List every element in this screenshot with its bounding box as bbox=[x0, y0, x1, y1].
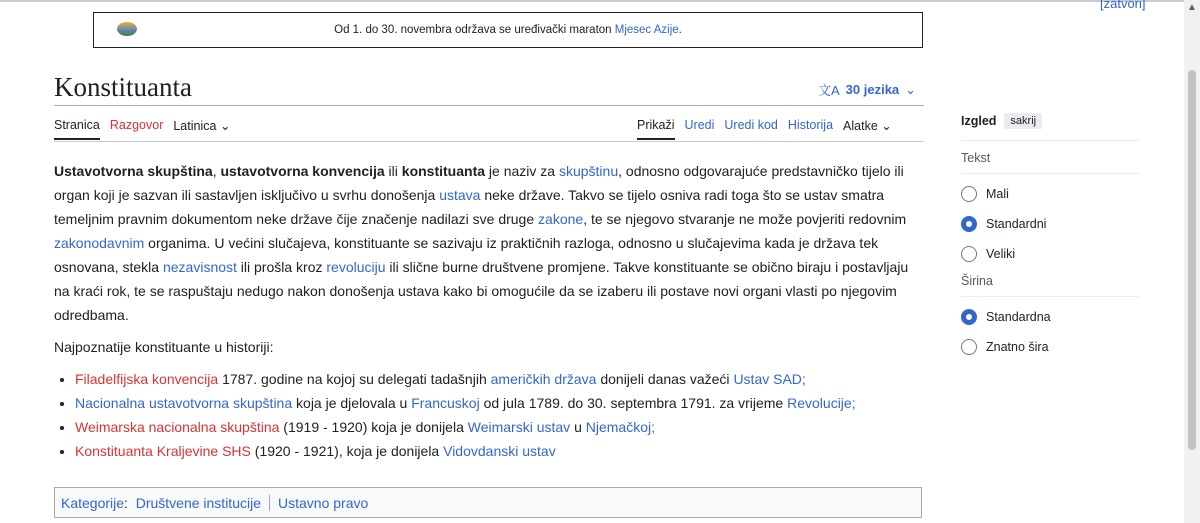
radio-selected-icon[interactable] bbox=[961, 216, 977, 232]
link-njemackoj[interactable]: Njemačkoj bbox=[585, 419, 652, 435]
width-heading: Širina bbox=[961, 274, 1139, 297]
tab-uredi-kod[interactable]: Uredi kod bbox=[724, 118, 778, 132]
tab-historija[interactable]: Historija bbox=[787, 118, 834, 132]
constituents-list bbox=[54, 367, 924, 463]
category-link[interactable]: Ustavno pravo bbox=[278, 494, 369, 511]
tabs-divider bbox=[54, 141, 924, 142]
link-weimarska-skupstina[interactable]: Weimarska nacionalna skupština bbox=[75, 419, 280, 435]
text-size-option-standard[interactable]: Standardni bbox=[961, 214, 1139, 234]
categories-label[interactable]: Kategorije bbox=[61, 494, 125, 511]
radio-icon[interactable] bbox=[961, 246, 977, 262]
width-option-wide[interactable]: Znatno šira bbox=[961, 337, 1139, 357]
lead-paragraph: Ustavotvorna skupština, ustavotvorna konvencija ili konstituanta je naziv za skupštinu, odnosno odgovarajuće predstavničko tijelo ili organ koji je sazvan ili sastavljen isključivo u svrhu donošenja ustava neke države. Takvo se tijelo osniva radi toga što se ustav smatra temeljnim pravnim dokumentom neke države čije značenje nadilazi sve druge zakone, te se njegovo stvaranje ne može povjeriti redovnim zakonodavnim organima. U većini slučajeva, konstituante se sazivaju iz praktičnih razloga, odnosno u slučajevima kada je država tek osnovana, stekla nezavisnost ili prošla kroz revoluciju ili slične burne društvene promjene. Takve konstituante se obično biraju i postavljaju na kraći rok, te se raspuštaju nedugo nakon donošenja ustava kako bi omogućile da se izaberu ili postave novi organi vlasti po njegovim odredbama. bbox=[54, 163, 909, 323]
page-title: Konstituanta bbox=[54, 72, 192, 102]
appearance-panel bbox=[961, 110, 1139, 357]
link-francuskoj[interactable]: Francuskoj bbox=[411, 395, 480, 411]
link-revolucije[interactable]: Revolucije bbox=[787, 395, 852, 411]
scroll-thumb[interactable] bbox=[1188, 70, 1196, 450]
title-divider bbox=[54, 105, 924, 106]
tab-prikazi[interactable]: Prikaži bbox=[637, 118, 675, 140]
link-vidovdanski-ustav[interactable]: Vidovdanski ustav bbox=[443, 443, 556, 459]
vertical-scrollbar[interactable] bbox=[1184, 0, 1200, 523]
category-separator bbox=[269, 495, 270, 511]
variant-dropdown[interactable]: Latinica ⌄ bbox=[173, 119, 231, 133]
namespace-tabs bbox=[54, 118, 230, 140]
list-item: • Konstituanta Kraljevine SHS (1920 - 1921), koja je donijela Vidovdanski ustav bbox=[75, 439, 924, 463]
link-nezavisnost[interactable]: nezavisnost bbox=[162, 259, 237, 275]
scroll-up-arrow-icon[interactable]: ▲ bbox=[1187, 2, 1197, 13]
list-intro: Najpoznatije konstituante u historiji: bbox=[54, 339, 274, 355]
radio-selected-icon[interactable] bbox=[961, 309, 977, 325]
link-ustav-sad[interactable]: Ustav SAD bbox=[733, 371, 802, 387]
list-item: • Filadelfijska konvencija 1787. godine na kojoj su delegati tadašnjih američkih država donijeli danas važeći Ustav SAD; bbox=[75, 367, 924, 391]
radio-icon[interactable] bbox=[961, 339, 977, 355]
text-size-option-large[interactable]: Veliki bbox=[961, 244, 1139, 264]
tab-stranica[interactable]: Stranica bbox=[54, 118, 100, 140]
article-body bbox=[54, 159, 924, 463]
appearance-title: Izgled bbox=[961, 114, 997, 128]
language-button[interactable]: 文A 30 jezika ⌄ bbox=[818, 81, 917, 98]
chevron-down-icon: ⌄ bbox=[881, 119, 892, 133]
text-size-heading: Tekst bbox=[961, 151, 1139, 174]
banner-text: Od 1. do 30. novembra održava se uređivački maraton Mjesec Azije. bbox=[334, 24, 682, 36]
tab-uredi[interactable]: Uredi bbox=[684, 118, 715, 132]
view-tabs bbox=[637, 118, 892, 140]
text-size-option-small[interactable]: Mali bbox=[961, 184, 1139, 204]
categories-box: Kategorije : Društvene institucije Ustavno pravo bbox=[54, 487, 922, 518]
banner-close-link[interactable]: [zatvori] bbox=[1100, 0, 1146, 11]
link-zakone[interactable]: zakone bbox=[538, 211, 584, 227]
tab-razgovor[interactable]: Razgovor bbox=[109, 118, 164, 132]
width-option-standard[interactable]: Standardna bbox=[961, 307, 1139, 327]
link-filadelfijska-konvencija[interactable]: Filadelfijska konvencija bbox=[75, 371, 219, 387]
top-border bbox=[0, 0, 1184, 2]
translate-icon: 文A bbox=[818, 83, 840, 98]
link-ustava[interactable]: ustava bbox=[439, 187, 481, 203]
list-item: • Nacionalna ustavotvorna skupština koja je djelovala u Francuskoj od jula 1789. do 30. septembra 1791. za vrijeme Revolucije; bbox=[75, 391, 924, 415]
category-link[interactable]: Društvene institucije bbox=[135, 494, 261, 511]
banner-link[interactable]: Mjesec Azije bbox=[614, 24, 679, 36]
link-revoluciju[interactable]: revoluciju bbox=[326, 259, 386, 275]
radio-icon[interactable] bbox=[961, 186, 977, 202]
list-item: • Weimarska nacionalna skupština (1919 - 1920) koja je donijela Weimarski ustav u Njemačkoj; bbox=[75, 415, 924, 439]
link-americkih-drzava[interactable]: američkih država bbox=[490, 371, 597, 387]
link-konstituanta-shs[interactable]: Konstituanta Kraljevine SHS bbox=[75, 443, 251, 459]
link-weimarski-ustav[interactable]: Weimarski ustav bbox=[467, 419, 571, 435]
chevron-down-icon: ⌄ bbox=[219, 119, 231, 133]
link-zakonodavnim[interactable]: zakonodavnim bbox=[54, 235, 145, 251]
tools-dropdown[interactable]: Alatke ⌄ bbox=[843, 119, 892, 133]
link-nacionalna-ustavotvorna-skupstina[interactable]: Nacionalna ustavotvorna skupština bbox=[75, 395, 293, 411]
appearance-header bbox=[961, 110, 1139, 141]
link-skupstinu[interactable]: skupštinu bbox=[558, 163, 619, 179]
hide-appearance-button[interactable]: sakrij bbox=[1004, 113, 1042, 129]
site-notice-banner bbox=[93, 12, 923, 48]
chevron-down-icon: ⌄ bbox=[905, 81, 917, 97]
